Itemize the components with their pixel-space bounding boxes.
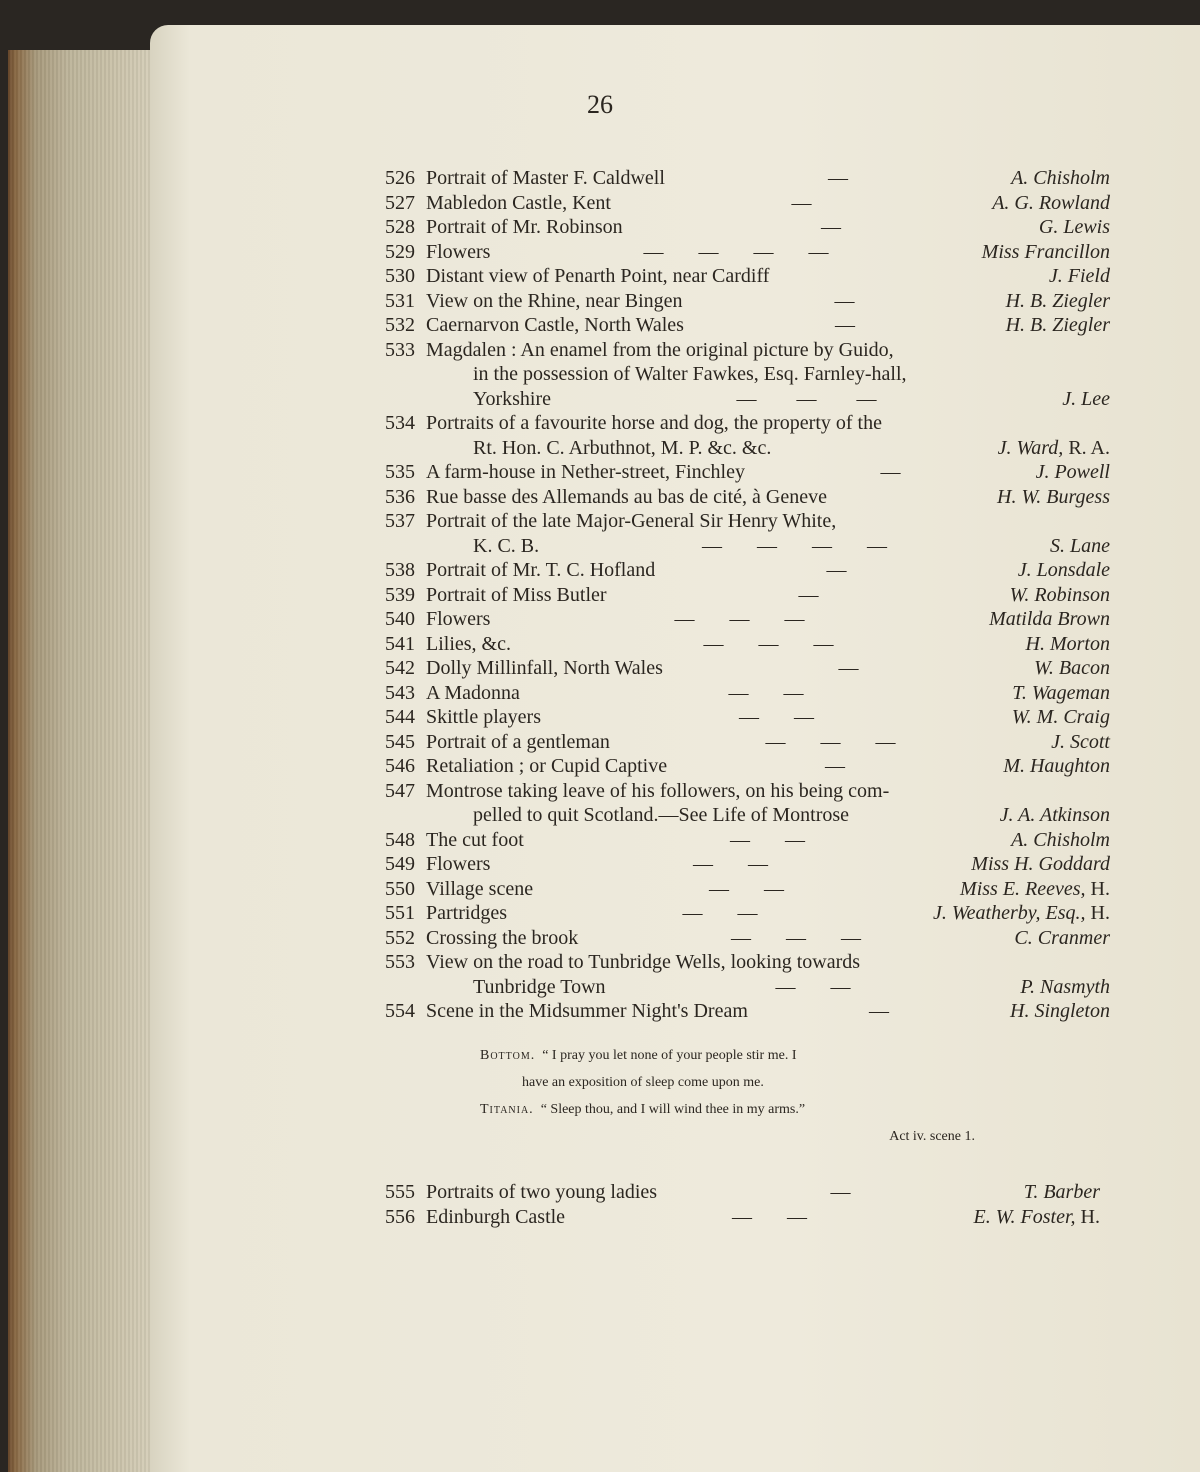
- catalogue-entry: [360, 338, 1110, 412]
- entry-dashes: — —: [682, 902, 758, 924]
- entry-artist-suffix: H.: [1085, 877, 1110, 900]
- entry-title: Flowers: [426, 240, 491, 263]
- entry-number: 540: [385, 608, 415, 630]
- entry-artist: P. Nasmyth: [1020, 975, 1110, 998]
- entry-dashes: —: [791, 191, 812, 214]
- entry-dashes: —: [835, 314, 855, 336]
- catalogue-entry: [360, 926, 1110, 951]
- entry-line: [360, 779, 1110, 804]
- entry-line: [360, 240, 1110, 265]
- entry-title: Village scene: [426, 877, 534, 900]
- entry-artist: H. Singleton: [1010, 1000, 1110, 1022]
- entry-artist: Miss E. Reeves, H.: [960, 877, 1110, 900]
- catalogue-entry: [360, 632, 1110, 657]
- entry-title: Distant view of Penarth Point, near Cardiff: [426, 265, 770, 287]
- entry-title: Yorkshire: [473, 387, 551, 410]
- entry-title: Portrait of a gentleman: [426, 730, 610, 753]
- entry-number: 528: [385, 216, 415, 238]
- entry-artist: Matilda Brown: [989, 608, 1110, 630]
- entry-title: Portrait of Mr. Robinson: [426, 216, 623, 238]
- quote-speaker: Titania.: [480, 1102, 534, 1117]
- entry-line: [360, 166, 1110, 191]
- entry-number: 538: [385, 559, 415, 581]
- page-number: 26: [587, 90, 613, 119]
- entry-line: [360, 1180, 1100, 1205]
- catalogue-entry: [360, 166, 1110, 191]
- entry-title: Montrose taking leave of his followers, on his being com-: [426, 779, 890, 802]
- quote-act-reference: Act iv. scene 1.: [889, 1129, 975, 1144]
- quote-titania: [480, 1096, 1000, 1123]
- entry-line: [360, 656, 1110, 681]
- catalogue-entry: [360, 999, 1110, 1024]
- entry-artist-suffix: H.: [1075, 1205, 1100, 1228]
- entry-dashes: —: [869, 1000, 889, 1022]
- entry-title: Caernarvon Castle, North Wales: [426, 314, 684, 336]
- entry-dashes: — — —: [731, 926, 861, 949]
- entry-title: K. C. B.: [473, 534, 540, 557]
- entry-number: 536: [385, 485, 415, 508]
- entry-artist: J. Field: [1048, 265, 1110, 287]
- entry-title: Scene in the Midsummer Night's Dream: [426, 1000, 748, 1022]
- entry-number: 542: [385, 657, 415, 679]
- catalogue-entry: [360, 950, 1110, 999]
- quote-speaker: Bottom.: [480, 1048, 536, 1063]
- entry-title: A Madonna: [426, 681, 520, 704]
- entry-number: 530: [385, 265, 415, 287]
- entry-number: 546: [385, 755, 415, 777]
- entry-artist: Miss H. Goddard: [971, 853, 1110, 875]
- entry-artist: A. Chisholm: [1011, 828, 1110, 851]
- book-page-edges: [8, 50, 158, 1472]
- entry-line: [360, 191, 1110, 216]
- entry-number: 531: [385, 289, 415, 312]
- entry-dashes: — — —: [674, 608, 805, 630]
- entry-artist: W. Bacon: [1034, 657, 1110, 679]
- entry-number: 556: [385, 1205, 415, 1228]
- entry-artist: J. Scott: [1051, 730, 1110, 753]
- entry-title: Rue basse des Allemands au bas de cité, à Geneve: [426, 485, 827, 508]
- entry-dashes: — — — —: [702, 534, 887, 557]
- catalogue-entry: [360, 509, 1110, 558]
- entry-number: 545: [385, 730, 415, 753]
- entry-dashes: — —: [732, 1205, 807, 1228]
- entry-number: 534: [385, 412, 415, 434]
- entry-title: Retaliation ; or Cupid Captive: [426, 755, 668, 777]
- entry-line: [360, 926, 1110, 951]
- entry-dashes: — —: [730, 828, 805, 851]
- entry-title: The cut foot: [426, 828, 524, 851]
- entry-artist: G. Lewis: [1038, 216, 1110, 238]
- entry-title: Portraits of two young ladies: [426, 1181, 658, 1203]
- catalogue-entry: [360, 215, 1110, 240]
- entry-line: [360, 362, 1110, 387]
- entry-line: [360, 730, 1110, 755]
- entry-line: [360, 264, 1110, 289]
- entry-number: 537: [385, 510, 415, 532]
- entry-artist: J. Weatherby, Esq., H.: [932, 902, 1110, 924]
- entry-number: 529: [385, 240, 415, 263]
- quotation-block: [480, 1042, 1000, 1150]
- entry-dashes: — —: [709, 877, 784, 900]
- entry-line: [360, 338, 1110, 363]
- catalogue-entry: [360, 583, 1110, 608]
- entry-artist: Miss Francillon: [981, 240, 1110, 263]
- entry-dashes: — —: [775, 975, 851, 998]
- entry-dashes: — —: [728, 681, 804, 704]
- entry-dashes: — — —: [736, 387, 877, 410]
- entry-artist-suffix: H.: [1085, 902, 1110, 924]
- entry-artist: M. Haughton: [1003, 755, 1110, 777]
- entry-line: [360, 411, 1110, 436]
- entry-title: Crossing the brook: [426, 926, 579, 949]
- entry-line: [360, 901, 1110, 926]
- catalogue-entry: [360, 705, 1110, 730]
- catalogue-entry: [360, 191, 1110, 216]
- entry-title: Flowers: [426, 853, 491, 875]
- entry-dashes: — — — —: [643, 240, 829, 263]
- entry-line: [360, 558, 1110, 583]
- entry-dashes: — — —: [703, 632, 834, 655]
- entry-title: Tunbridge Town: [473, 975, 606, 998]
- entry-title: Skittle players: [426, 706, 541, 728]
- entry-dashes: —: [821, 216, 841, 238]
- entry-line: [360, 999, 1110, 1024]
- catalogue-entry: [360, 240, 1110, 265]
- entry-number: 532: [385, 314, 415, 336]
- entry-title: View on the road to Tunbridge Wells, looking towards: [426, 951, 861, 973]
- entry-dashes: —: [838, 657, 859, 679]
- catalogue-entry: [360, 485, 1110, 510]
- catalogue-entry: [360, 313, 1110, 338]
- entry-dashes: —: [880, 461, 901, 483]
- entry-line: [360, 313, 1110, 338]
- entry-artist: A. Chisholm: [1011, 167, 1110, 189]
- entry-line: [360, 509, 1110, 534]
- catalogue-entry: [360, 264, 1110, 289]
- entry-number: 526: [385, 167, 415, 189]
- quote-text: “ I pray you let none of your people stir me. I: [542, 1048, 797, 1063]
- catalogue-entry: [360, 607, 1110, 632]
- entry-number: 551: [385, 902, 415, 924]
- catalogue-entry: [360, 656, 1110, 681]
- entry-line: [360, 607, 1110, 632]
- quote-bottom: [480, 1042, 1000, 1069]
- entry-title: pelled to quit Scotland.—See Life of Montrose: [473, 804, 850, 826]
- entry-line: [360, 460, 1110, 485]
- entry-number: 548: [385, 828, 415, 851]
- catalogue-entries-continued: [360, 1180, 1100, 1229]
- catalogue-entry: [360, 411, 1110, 460]
- entry-artist: J. Lonsdale: [1017, 559, 1110, 581]
- entry-artist: H. W. Burgess: [997, 485, 1110, 508]
- entry-number: 550: [385, 877, 415, 900]
- entry-line: [360, 705, 1110, 730]
- entry-line: [360, 877, 1110, 902]
- entry-number: 553: [385, 951, 415, 973]
- entry-line: [360, 534, 1110, 559]
- catalogue-entry: [360, 730, 1110, 755]
- entry-line: [360, 852, 1110, 877]
- entry-line: [360, 485, 1110, 510]
- entry-artist: W. Robinson: [1009, 583, 1110, 606]
- entry-artist: J. Powell: [1035, 461, 1110, 483]
- catalogue-entry: [360, 779, 1110, 828]
- entry-number: 543: [385, 681, 415, 704]
- entry-dashes: — — —: [765, 730, 896, 753]
- entry-artist: J. A. Atkinson: [999, 804, 1110, 826]
- entry-line: [360, 436, 1110, 461]
- entry-line: [360, 583, 1110, 608]
- entry-line: [360, 754, 1110, 779]
- catalogue-entry: [360, 681, 1110, 706]
- entry-title: Lilies, &c.: [426, 632, 511, 655]
- entry-number: 541: [385, 632, 415, 655]
- entry-number: 535: [385, 461, 415, 483]
- entry-number: 549: [385, 853, 415, 875]
- entry-artist: H. B. Ziegler: [1005, 289, 1110, 312]
- entry-dashes: — —: [693, 853, 768, 875]
- entry-artist: E. W. Foster, H.: [973, 1205, 1100, 1228]
- entry-artist: S. Lane: [1050, 534, 1110, 557]
- entry-dashes: —: [828, 167, 848, 189]
- entry-title: Portrait of Mr. T. C. Hofland: [426, 559, 656, 581]
- entry-title: A farm-house in Nether-street, Finchley: [426, 461, 745, 483]
- catalogue-entry: [360, 877, 1110, 902]
- entry-title: Edinburgh Castle: [426, 1205, 566, 1228]
- catalogue-entry: [360, 852, 1110, 877]
- catalogue-entry: [360, 828, 1110, 853]
- entry-title: Mabledon Castle, Kent: [426, 191, 611, 214]
- entry-line: [360, 950, 1110, 975]
- entry-title: View on the Rhine, near Bingen: [426, 289, 683, 312]
- entry-artist: T. Barber: [1023, 1181, 1100, 1203]
- entry-artist: H. B. Ziegler: [1005, 314, 1110, 336]
- entry-title: Portrait of Master F. Caldwell: [426, 167, 665, 189]
- catalogue-entries: [360, 166, 1110, 1024]
- entry-number: 544: [385, 706, 415, 728]
- entry-artist: W. M. Craig: [1011, 706, 1110, 728]
- entry-line: [360, 681, 1110, 706]
- catalogue-entry: [360, 289, 1110, 314]
- entry-artist-suffix: R. A.: [1063, 436, 1110, 459]
- entry-line: [360, 387, 1110, 412]
- entry-dashes: —: [798, 583, 819, 606]
- entry-dashes: —: [826, 559, 847, 581]
- catalogue-entry: [360, 460, 1110, 485]
- entry-title: Magdalen : An enamel from the original picture by Guido,: [426, 338, 894, 361]
- entry-number: 533: [385, 338, 415, 361]
- entry-number: 552: [385, 926, 415, 949]
- entry-line: [360, 1205, 1100, 1230]
- catalogue-entry: [360, 1205, 1100, 1230]
- entry-title: Dolly Millinfall, North Wales: [426, 657, 663, 679]
- entry-line: [360, 828, 1110, 853]
- entry-title: in the possession of Walter Fawkes, Esq. Farnley-hall,: [473, 363, 907, 385]
- entry-dashes: —: [834, 289, 855, 312]
- entry-artist: J. Lee: [1062, 387, 1110, 410]
- catalogue-entry: [360, 754, 1110, 779]
- entry-line: [360, 975, 1110, 1000]
- entry-number: 547: [385, 779, 415, 802]
- entry-line: [360, 632, 1110, 657]
- entry-dashes: —: [830, 1181, 851, 1203]
- catalogue-entry: [360, 1180, 1100, 1205]
- entry-artist: J. Ward, R. A.: [997, 436, 1110, 459]
- entry-number: 527: [385, 191, 415, 214]
- entry-number: 554: [385, 1000, 415, 1022]
- quote-text: have an exposition of sleep come upon me.: [522, 1075, 764, 1090]
- catalogue-entry: [360, 558, 1110, 583]
- entry-artist: C. Cranmer: [1014, 926, 1110, 949]
- entry-line: [360, 803, 1110, 828]
- entry-title: Flowers: [426, 608, 491, 630]
- quote-text: “ Sleep thou, and I will wind thee in my arms.”: [540, 1102, 806, 1117]
- entry-title: Rt. Hon. C. Arbuthnot, M. P. &c. &c.: [473, 436, 772, 459]
- entry-dashes: — —: [739, 706, 814, 728]
- entry-artist: T. Wageman: [1012, 681, 1110, 704]
- catalogue-entry: [360, 901, 1110, 926]
- entry-number: 539: [385, 583, 415, 606]
- entry-title: Portrait of the late Major-General Sir Henry White,: [426, 510, 837, 532]
- entry-title: Portraits of a favourite horse and dog, the property of the: [426, 412, 882, 434]
- entry-title: Partridges: [426, 902, 508, 924]
- entry-artist: H. Morton: [1025, 632, 1110, 655]
- entry-number: 555: [385, 1181, 415, 1203]
- entry-line: [360, 289, 1110, 314]
- entry-line: [360, 215, 1110, 240]
- entry-title: Portrait of Miss Butler: [426, 583, 607, 606]
- entry-artist: A. G. Rowland: [992, 191, 1110, 214]
- entry-dashes: —: [825, 755, 845, 777]
